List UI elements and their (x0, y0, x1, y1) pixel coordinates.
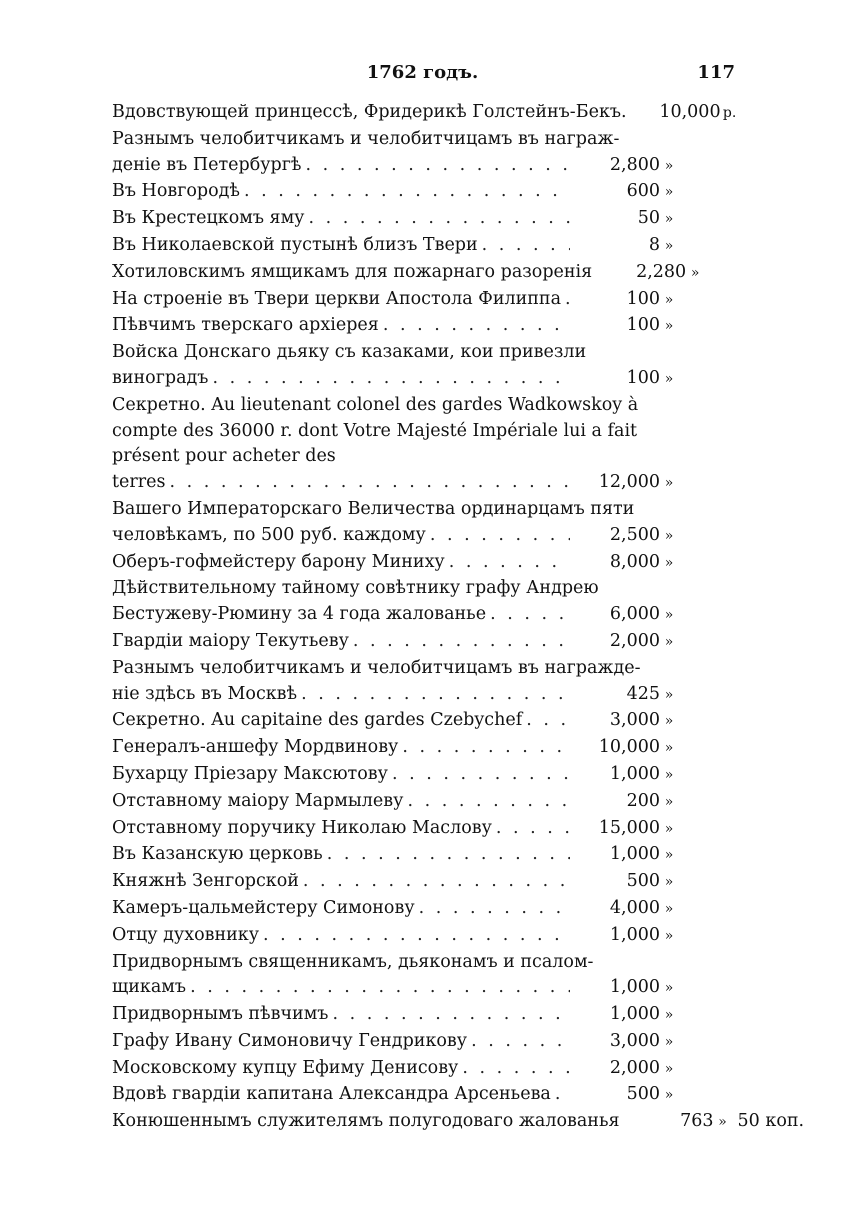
entry-lead-text: Секретно. Au lieutenant colonel des gardes Wadkowskoy à compte des 36000 r. dont Votre Majesté Impériale lui a fait présent pour acheter des (112, 394, 639, 467)
leader-dots (407, 789, 570, 815)
entry-amount: 500 (626, 871, 660, 892)
entry-line (112, 470, 752, 497)
ledger-entry (112, 313, 752, 340)
entry-unit: » (664, 740, 674, 757)
ledger-entry (112, 1029, 752, 1056)
entry-line (112, 1109, 805, 1136)
entry-description: Отцу духовнику (112, 924, 260, 945)
ledger-entry (112, 629, 752, 656)
ledger-entry (112, 708, 752, 735)
leader-dots (462, 1056, 570, 1082)
leader-dots (383, 313, 570, 339)
entry-amount: 10,000 (598, 737, 660, 758)
entry-unit: » (664, 211, 674, 228)
ledger-entry (112, 816, 752, 843)
entry-description: Отставному маіору Мармылеву (112, 790, 404, 811)
entry-amount: 500 (626, 1084, 660, 1105)
page-number: 117 (697, 62, 735, 83)
entry-lead-text: Дѣйствительному тайному совѣтнику графу Андрею (112, 578, 599, 599)
entry-line (112, 260, 752, 287)
entry-amount: 10,000 (659, 102, 721, 122)
entry-amount: 600 (626, 181, 660, 202)
entry-description: Отставному поручику Николаю Маслову (112, 817, 492, 838)
entry-amount: 1,000 (609, 1004, 660, 1025)
entry-description: Вдовѣ гвардіи капитана Александра Арсеньева (112, 1084, 551, 1105)
entry-line (112, 869, 752, 896)
ledger-entry (112, 100, 752, 127)
ledger-entry (112, 656, 752, 709)
entry-unit: » (664, 820, 674, 837)
ledger-entry (112, 1109, 805, 1136)
ledger-list (112, 100, 805, 1136)
ledger-entry (112, 340, 752, 393)
entry-unit: » (664, 847, 674, 864)
entry-unit: » (664, 475, 674, 492)
ledger-entry (112, 206, 752, 233)
entry-line (112, 550, 752, 577)
entry-amount: 12,000 (598, 472, 660, 493)
entry-amount: 3,000 (609, 710, 660, 731)
entry-description: Бухарцу Пріезару Максютову (112, 763, 388, 784)
leader-dots (430, 523, 570, 549)
entry-description: Княжнѣ Зенгорской (112, 871, 299, 892)
leader-dots (471, 1029, 570, 1055)
entry-amount: 425 (626, 683, 660, 704)
leader-dots (305, 153, 570, 179)
entry-description: человѣкамъ, по 500 руб. каждому (112, 524, 426, 545)
ledger-entry (112, 287, 752, 314)
entry-unit: » (664, 766, 674, 783)
entry-unit: » (718, 1114, 727, 1131)
entry-line (112, 842, 752, 869)
ledger-entry (112, 950, 752, 1003)
entry-line (112, 153, 752, 180)
entry-unit: » (664, 237, 674, 254)
leader-dots (327, 842, 570, 868)
entry-line (112, 1002, 752, 1029)
ledger-entry (112, 497, 752, 550)
entry-line (112, 233, 752, 260)
entry-unit: р. (722, 105, 737, 121)
entry-unit: » (664, 633, 674, 650)
leader-dots (244, 179, 570, 205)
entry-description: Конюшеннымъ служителямъ полугодоваго жалованья (112, 1111, 620, 1132)
entry-amount: 3,000 (609, 1030, 660, 1051)
entry-amount: 2,800 (609, 154, 660, 175)
entry-line (112, 1056, 752, 1083)
entry-amount: 1,000 (609, 844, 660, 865)
ledger-entry (112, 1082, 752, 1109)
entry-lead-text: Войска Донскаго дьяку съ казаками, кои привезли (112, 342, 587, 363)
entry-unit: » (664, 1033, 674, 1050)
entry-line (112, 206, 752, 233)
ledger-entry (112, 576, 752, 629)
leader-dots (565, 287, 570, 313)
entry-description: Придворнымъ пѣвчимъ (112, 1004, 329, 1025)
entry-amount: 1,000 (609, 977, 660, 998)
entry-amount: 763 (680, 1111, 714, 1132)
entry-unit: » (664, 318, 674, 335)
entry-unit: » (664, 713, 674, 730)
entry-amount: 2,000 (609, 1057, 660, 1078)
entry-description: виноградъ (112, 367, 209, 388)
entry-line (112, 1029, 752, 1056)
ledger-entry (112, 1056, 752, 1083)
entry-amount: 4,000 (609, 897, 660, 918)
entry-line (112, 366, 752, 393)
ledger-entry (112, 1002, 752, 1029)
page-title: 1762 годъ. (366, 62, 479, 83)
entry-unit: » (664, 370, 674, 387)
ledger-entry (112, 762, 752, 789)
entry-description: Камеръ-цальмейстеру Симонову (112, 897, 415, 918)
entry-unit: » (664, 527, 674, 544)
entry-lead-text: Вашего Императорскаго Величества ординарцамъ пяти (112, 498, 635, 519)
entry-description: Графу Ивану Симоновичу Гендрикову (112, 1030, 468, 1051)
entry-description: Въ Николаевской пустынѣ близъ Твери (112, 234, 478, 255)
entry-amount: 2,280 (636, 261, 687, 282)
leader-dots (353, 629, 570, 655)
entry-amount: 50 (637, 208, 660, 229)
ledger-entry (112, 393, 752, 497)
leader-dots (482, 233, 570, 259)
entry-amount: 1,000 (609, 763, 660, 784)
entry-amount: 8,000 (609, 551, 660, 572)
page-header (110, 62, 735, 86)
entry-unit: » (664, 980, 674, 997)
entry-description: Бестужеву-Рюмину за 4 года жалованье (112, 604, 487, 625)
leader-dots (449, 550, 570, 576)
leader-dots (392, 762, 570, 788)
entry-unit: » (664, 157, 674, 174)
entry-description: ніе здѣсь въ Москвѣ (112, 683, 298, 704)
leader-dots (308, 206, 570, 232)
entry-line (112, 287, 752, 314)
leader-dots (301, 682, 570, 708)
entry-description: Генералъ-аншефу Мордвинову (112, 737, 399, 758)
entry-amount: 2,000 (609, 630, 660, 651)
entry-description: деніе въ Петербургѣ (112, 154, 302, 175)
entry-description: На строеніе въ Твери церкви Апостола Филиппа (112, 288, 562, 309)
entry-unit: » (664, 793, 674, 810)
leader-dots (212, 366, 570, 392)
entry-unit: » (664, 184, 674, 201)
entry-line (112, 923, 752, 950)
entry-description: Вдовствующей принцессѣ, Фридерикѣ Голстейнъ-Бекъ. (112, 102, 627, 122)
entry-unit: » (664, 1087, 674, 1104)
entry-unit: » (664, 607, 674, 624)
entry-line (112, 682, 752, 709)
entry-line (112, 179, 752, 206)
leader-dots (303, 869, 570, 895)
entry-line (112, 708, 752, 735)
entry-amount: 100 (626, 288, 660, 309)
entry-amount: 200 (626, 790, 660, 811)
entry-lead-text: Разнымъ челобитчикамъ и челобитчицамъ въ награж- (112, 128, 620, 149)
entry-line (112, 735, 752, 762)
leader-dots (402, 735, 570, 761)
ledger-entry (112, 260, 752, 287)
entry-unit: » (664, 291, 674, 308)
entry-line (112, 629, 752, 656)
entry-lead-text: Разнымъ челобитчикамъ и челобитчицамъ въ награжде- (112, 657, 641, 678)
entry-description: Оберъ-гофмейстеру барону Миниху (112, 551, 445, 572)
entry-description: terres (112, 472, 166, 493)
ledger-entry (112, 127, 752, 180)
entry-line (112, 602, 752, 629)
leader-dots (496, 816, 570, 842)
entry-description: Пѣвчимъ тверскаго архіерея (112, 315, 379, 336)
ledger-entry (112, 789, 752, 816)
leader-dots (419, 896, 570, 922)
entry-description: Секретно. Au capitaine des gardes Czebychef (112, 710, 523, 731)
entry-description: Въ Новгородѣ (112, 181, 240, 202)
entry-amount: 6,000 (609, 604, 660, 625)
leader-dots (263, 923, 570, 949)
entry-amount: 15,000 (598, 817, 660, 838)
leader-dots (490, 602, 570, 628)
entry-unit: » (664, 686, 674, 703)
ledger-entry (112, 179, 752, 206)
leader-dots (169, 470, 570, 496)
entry-line (112, 789, 752, 816)
entry-line (112, 100, 752, 127)
entry-description: щикамъ (112, 977, 187, 998)
ledger-entry (112, 896, 752, 923)
entry-description: Гвардіи маіору Текутьеву (112, 630, 349, 651)
entry-amount: 8 (648, 234, 660, 255)
entry-description: Московскому купцу Ефиму Денисову (112, 1057, 459, 1078)
entry-unit: » (664, 554, 674, 571)
ledger-entry (112, 735, 752, 762)
entry-unit: » (664, 874, 674, 891)
entry-amount: 1,000 (609, 924, 660, 945)
entry-amount: 100 (626, 367, 660, 388)
entry-amount: 2,500 (609, 524, 660, 545)
entry-line (112, 523, 752, 550)
ledger-entry (112, 923, 752, 950)
entry-line (112, 1082, 752, 1109)
ledger-entry (112, 550, 752, 577)
entry-description: Въ Казанскую церковь (112, 844, 323, 865)
entry-lead-text: Придворнымъ священникамъ, дьяконамъ и псалом- (112, 951, 594, 972)
entry-unit: » (664, 900, 674, 917)
entry-description: Въ Крестецкомъ яму (112, 208, 305, 229)
entry-amount: 100 (626, 315, 660, 336)
leader-dots (555, 1082, 570, 1108)
leader-dots (190, 975, 570, 1001)
entry-line (112, 762, 752, 789)
entry-line (112, 816, 752, 843)
entry-unit: » (664, 1007, 674, 1024)
entry-line (112, 896, 752, 923)
entry-line (112, 313, 752, 340)
entry-unit: » (690, 264, 700, 281)
ledger-entry (112, 842, 752, 869)
entry-extra: 50 коп. (737, 1111, 805, 1132)
entry-unit: » (664, 927, 674, 944)
entry-description: Хотиловскимъ ямщикамъ для пожарнаго разоренія (112, 261, 593, 282)
leader-dots (526, 708, 570, 734)
entry-line (112, 975, 752, 1002)
leader-dots (332, 1002, 570, 1028)
ledger-entry (112, 869, 752, 896)
entry-unit: » (664, 1060, 674, 1077)
ledger-entry (112, 233, 752, 260)
